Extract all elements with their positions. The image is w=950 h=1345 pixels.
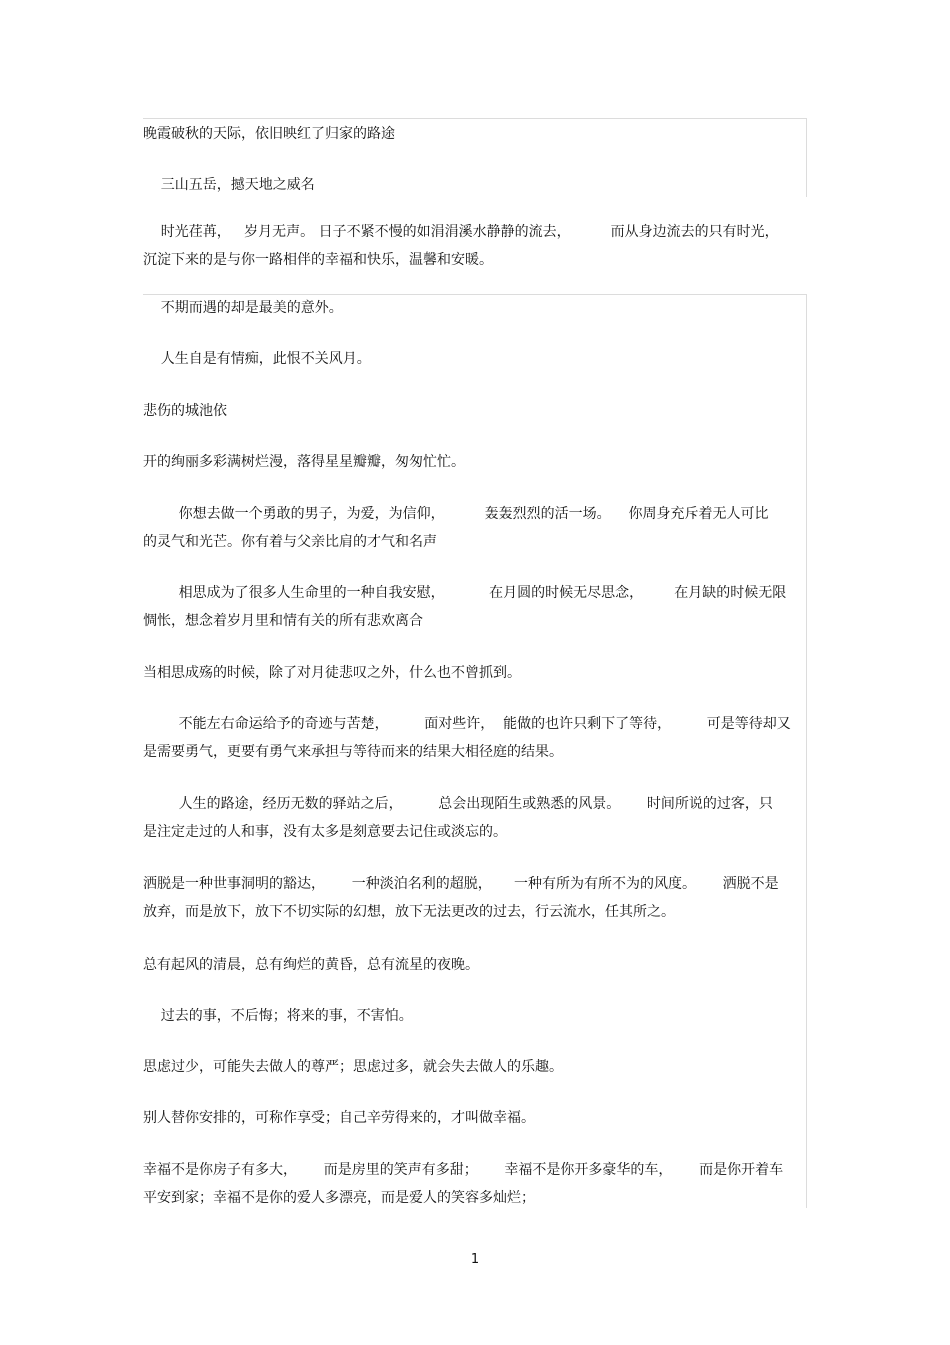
paragraph	[143, 951, 807, 979]
paragraph	[143, 870, 807, 926]
paragraph	[143, 1156, 807, 1212]
text-line: 三山五岳，撼天地之威名	[143, 177, 315, 193]
paragraph	[143, 659, 807, 687]
text-line: 不期而遇的却是最美的意外。	[143, 300, 343, 316]
text-line: 是注定走过的人和事，没有太多是刻意要去记住或淡忘的。	[143, 824, 507, 840]
paragraph	[143, 397, 807, 425]
paragraph	[143, 1053, 807, 1081]
page-number: 1	[470, 1252, 480, 1267]
paragraph	[143, 579, 807, 635]
text-line: 不能左右命运给予的奇迹与苦楚， 面对些许， 能做的也许只剩下了等待， 可是等待却又	[143, 716, 791, 732]
text-line: 当相思成殇的时候，除了对月徒悲叹之外，什么也不曾抓到。	[143, 665, 521, 681]
text-line: 惆怅，想念着岁月里和情有关的所有悲欢离合	[143, 613, 423, 629]
text-line: 晚霞破秋的天际，依旧映红了归家的路途	[143, 126, 395, 142]
text-line: 沉淀下来的是与你一路相伴的幸福和快乐，温馨和安暖。	[143, 252, 493, 268]
paragraph	[143, 790, 807, 846]
paragraph	[143, 294, 807, 322]
paragraph	[143, 171, 807, 199]
text-line: 悲伤的城池依	[143, 403, 227, 419]
paragraph	[143, 1104, 807, 1132]
text-line: 洒脱是一种世事洞明的豁达， 一种淡泊名利的超脱， 一种有所为有所不为的风度。 洒脱不是	[143, 876, 779, 892]
text-line: 相思成为了很多人生命里的一种自我安慰， 在月圆的时候无尽思念， 在月缺的时候无限	[143, 585, 787, 601]
paragraph	[143, 500, 807, 556]
paragraph	[143, 218, 807, 274]
text-line: 过去的事，不后悔；将来的事，不害怕。	[143, 1008, 413, 1024]
paragraph	[143, 1002, 807, 1030]
paragraph	[143, 448, 807, 476]
text-line: 时光荏苒， 岁月无声。 日子不紧不慢的如涓涓溪水静静的流去， 而从身边流去的只有时光，	[143, 224, 779, 240]
text-line: 幸福不是你房子有多大， 而是房里的笑声有多甜； 幸福不是你开多豪华的车， 而是你开着车	[143, 1162, 784, 1178]
text-line: 别人替你安排的，可称作享受；自己辛劳得来的，才叫做幸福。	[143, 1110, 535, 1126]
text-line: 平安到家；幸福不是你的爱人多漂亮，而是爱人的笑容多灿烂；	[143, 1190, 535, 1206]
text-line: 人生自是有情痴，此恨不关风月。	[143, 351, 371, 367]
text-line: 你想去做一个勇敢的男子，为爱，为信仰， 轰轰烈烈的活一场。 你周身充斥着无人可比	[143, 506, 769, 522]
paragraph	[143, 345, 807, 373]
text-line: 思虑过少，可能失去做人的尊严；思虑过多，就会失去做人的乐趣。	[143, 1059, 563, 1075]
text-line: 开的绚丽多彩满树烂漫，落得星星瓣瓣，匆匆忙忙。	[143, 454, 465, 470]
text-line: 人生的路途，经历无数的驿站之后， 总会出现陌生或熟悉的风景。 时间所说的过客，只	[143, 796, 773, 812]
text-line: 总有起风的清晨，总有绚烂的黄昏，总有流星的夜晚。	[143, 957, 479, 973]
paragraph	[143, 710, 807, 766]
text-line: 是需要勇气，更要有勇气来承担与等待而来的结果大相径庭的结果。	[143, 744, 563, 760]
text-line: 的灵气和光芒。你有着与父亲比肩的才气和名声	[143, 534, 437, 550]
text-line: 放弃，而是放下，放下不切实际的幻想，放下无法更改的过去，行云流水，任其所之。	[143, 904, 675, 920]
paragraph	[143, 120, 807, 148]
